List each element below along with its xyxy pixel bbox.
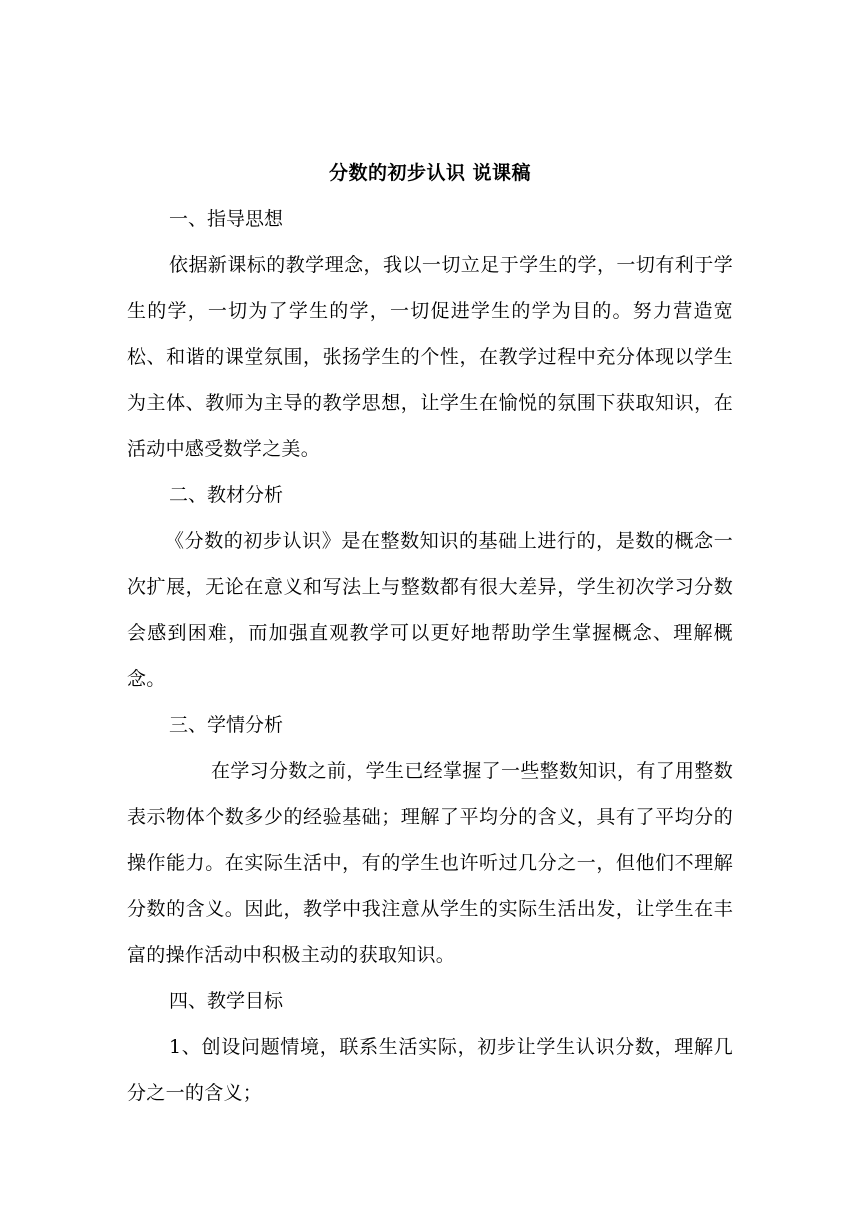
section-heading-guiding-ideology: 一、指导思想 bbox=[169, 208, 284, 230]
paragraph-textbook-analysis: 《分数的初步认识》是在整数知识的基础上进行的，是数的概念一次扩展，无论在意义和写法上与整数都有很大差异，学生初次学习分数会感到困难，而加强直观教学可以更好地帮助学生掌握概念、理解概念。 bbox=[127, 530, 733, 690]
section-heading-student-analysis: 三、学情分析 bbox=[169, 714, 284, 736]
document-page bbox=[127, 150, 733, 1116]
section-heading-textbook-analysis: 二、教材分析 bbox=[169, 484, 284, 506]
paragraph-student-analysis: 在学习分数之前，学生已经掌握了一些整数知识，有了用整数表示物体个数多少的经验基础；理解了平均分的含义，具有了平均分的操作能力。在实际生活中，有的学生也许听过几分之一，但他们不理解分数的含义。因此，教学中我注意从学生的实际生活出发，让学生在丰富的操作活动中积极主动的获取知识。 bbox=[127, 760, 733, 966]
paragraph-guiding-ideology: 依据新课标的教学理念，我以一切立足于学生的学，一切有利于学生的学，一切为了学生的学，一切促进学生的学为目的。努力营造宽松、和谐的课堂氛围，张扬学生的个性，在教学过程中充分体现以学生为主体、教师为主导的教学思想，让学生在愉悦的氛围下获取知识，在活动中感受数学之美。 bbox=[127, 254, 733, 460]
section-heading-teaching-goals: 四、教学目标 bbox=[169, 990, 284, 1012]
document-title: 分数的初步认识 说课稿 bbox=[328, 162, 532, 184]
paragraph-teaching-goal-1: 1、创设问题情境，联系生活实际，初步让学生认识分数，理解几分之一的含义； bbox=[127, 1036, 733, 1104]
